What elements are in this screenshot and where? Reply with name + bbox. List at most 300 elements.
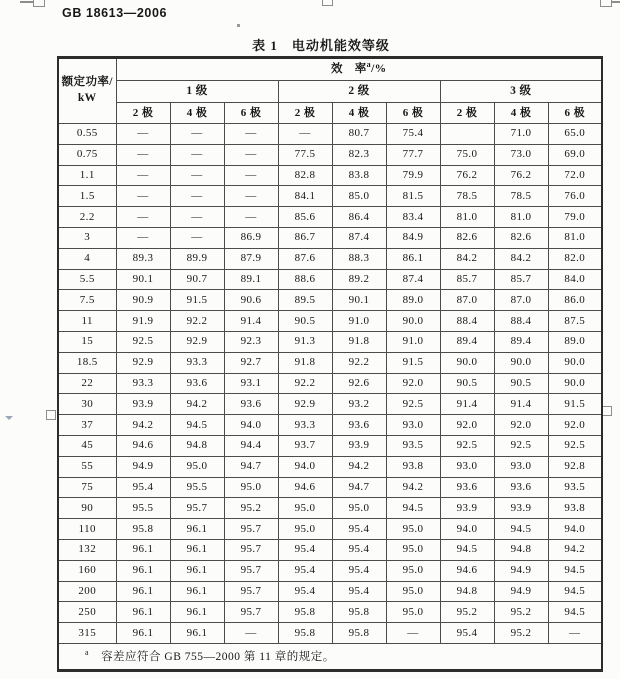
efficiency-cell: 89.4 xyxy=(494,331,548,352)
efficiency-cell: — xyxy=(224,124,278,145)
efficiency-cell: 94.6 xyxy=(278,477,332,498)
efficiency-cell: 92.0 xyxy=(494,415,548,436)
efficiency-cell: 92.3 xyxy=(224,331,278,352)
efficiency-cell: 93.3 xyxy=(116,373,170,394)
efficiency-cell: 95.0 xyxy=(224,477,278,498)
efficiency-cell: 86.7 xyxy=(278,227,332,248)
efficiency-cell: 94.7 xyxy=(332,477,386,498)
table-row xyxy=(58,477,602,498)
efficiency-cell: 93.0 xyxy=(494,456,548,477)
power-cell: 132 xyxy=(58,539,116,560)
table-row xyxy=(58,248,602,269)
efficiency-cell: 90.6 xyxy=(224,290,278,311)
efficiency-cell: 95.7 xyxy=(224,519,278,540)
efficiency-cell: 94.2 xyxy=(386,477,440,498)
efficiency-cell: 95.8 xyxy=(278,602,332,623)
efficiency-cell: 84.2 xyxy=(440,248,494,269)
efficiency-cell: 93.7 xyxy=(278,435,332,456)
efficiency-cell: 95.4 xyxy=(332,539,386,560)
efficiency-cell: 69.0 xyxy=(548,144,602,165)
efficiency-cell: 88.4 xyxy=(494,311,548,332)
efficiency-cell: — xyxy=(224,144,278,165)
table-header-row-poles xyxy=(58,103,602,124)
efficiency-cell: 91.3 xyxy=(278,331,332,352)
efficiency-cell: 77.7 xyxy=(386,144,440,165)
efficiency-cell: 87.6 xyxy=(278,248,332,269)
efficiency-cell: 95.7 xyxy=(224,539,278,560)
registration-mark-topright-line xyxy=(611,1,620,3)
efficiency-cell: 75.4 xyxy=(386,124,440,145)
efficiency-cell: — xyxy=(116,165,170,186)
efficiency-cell: 95.0 xyxy=(386,519,440,540)
efficiency-cell: 93.0 xyxy=(386,415,440,436)
efficiency-cell: 87.4 xyxy=(386,269,440,290)
efficiency-cell: — xyxy=(116,124,170,145)
efficiency-cell: 95.0 xyxy=(386,539,440,560)
efficiency-cell: 94.0 xyxy=(224,415,278,436)
efficiency-cell: 88.4 xyxy=(440,311,494,332)
power-cell: 0.75 xyxy=(58,144,116,165)
efficiency-cell: 72.0 xyxy=(548,165,602,186)
grade-3-header: 3 级 xyxy=(440,81,602,103)
efficiency-cell: — xyxy=(116,207,170,228)
efficiency-cell: 91.5 xyxy=(170,290,224,311)
table-header-row-grades xyxy=(58,81,602,103)
efficiency-cell: 85.7 xyxy=(494,269,548,290)
efficiency-cell: — xyxy=(548,623,602,644)
power-cell: 90 xyxy=(58,498,116,519)
efficiency-cell: 94.7 xyxy=(224,456,278,477)
efficiency-cell: 90.5 xyxy=(494,373,548,394)
power-cell: 15 xyxy=(58,331,116,352)
efficiency-cell: 95.0 xyxy=(386,560,440,581)
efficiency-cell: 95.7 xyxy=(224,560,278,581)
efficiency-cell: 95.0 xyxy=(332,498,386,519)
table-row xyxy=(58,602,602,623)
table-row xyxy=(58,435,602,456)
efficiency-cell: 76.2 xyxy=(440,165,494,186)
efficiency-cell: 93.1 xyxy=(224,373,278,394)
power-cell: 3 xyxy=(58,227,116,248)
table-row xyxy=(58,311,602,332)
efficiency-cell: 81.0 xyxy=(440,207,494,228)
efficiency-cell: 89.2 xyxy=(332,269,386,290)
table-row xyxy=(58,394,602,415)
efficiency-cell: 93.3 xyxy=(170,352,224,373)
efficiency-cell: 93.9 xyxy=(494,498,548,519)
table-row xyxy=(58,623,602,644)
efficiency-cell: 95.0 xyxy=(386,602,440,623)
efficiency-cell: 93.0 xyxy=(440,456,494,477)
efficiency-cell: 81.5 xyxy=(386,186,440,207)
efficiency-cell: 95.0 xyxy=(278,519,332,540)
power-cell: 55 xyxy=(58,456,116,477)
efficiency-cell: — xyxy=(170,207,224,228)
efficiency-cell: 91.0 xyxy=(386,331,440,352)
efficiency-cell: 96.1 xyxy=(170,623,224,644)
efficiency-cell: 77.5 xyxy=(278,144,332,165)
power-cell: 5.5 xyxy=(58,269,116,290)
efficiency-cell: 96.1 xyxy=(170,560,224,581)
efficiency-cell: 89.5 xyxy=(278,290,332,311)
efficiency-cell: 81.0 xyxy=(494,207,548,228)
power-cell: 200 xyxy=(58,581,116,602)
efficiency-cell: — xyxy=(116,186,170,207)
efficiency-cell: 90.0 xyxy=(386,311,440,332)
efficiency-cell: 95.4 xyxy=(440,623,494,644)
efficiency-cell: 90.0 xyxy=(548,352,602,373)
pole-header: 2 极 xyxy=(116,103,170,124)
pole-header: 2 极 xyxy=(278,103,332,124)
efficiency-cell: 94.5 xyxy=(494,519,548,540)
efficiency-cell: 95.4 xyxy=(332,581,386,602)
efficiency-cell: 89.9 xyxy=(170,248,224,269)
efficiency-cell: 92.9 xyxy=(116,352,170,373)
efficiency-cell: 92.9 xyxy=(278,394,332,415)
efficiency-cell: 92.2 xyxy=(278,373,332,394)
efficiency-cell: 94.4 xyxy=(224,435,278,456)
efficiency-cell: 73.0 xyxy=(494,144,548,165)
efficiency-cell: 85.0 xyxy=(332,186,386,207)
footnote-superscript: a xyxy=(85,648,90,658)
efficiency-cell: 96.1 xyxy=(170,602,224,623)
efficiency-cell: 92.5 xyxy=(386,394,440,415)
efficiency-header-superscript: a xyxy=(366,59,372,69)
efficiency-cell: 95.8 xyxy=(332,602,386,623)
efficiency-cell: 87.4 xyxy=(332,227,386,248)
table-row xyxy=(58,269,602,290)
power-cell: 37 xyxy=(58,415,116,436)
power-cell: 250 xyxy=(58,602,116,623)
efficiency-cell: 91.4 xyxy=(224,311,278,332)
table-row xyxy=(58,519,602,540)
efficiency-cell: 82.8 xyxy=(278,165,332,186)
efficiency-cell: 94.2 xyxy=(170,394,224,415)
registration-mark-topcenter xyxy=(322,0,333,6)
efficiency-cell: 92.0 xyxy=(548,415,602,436)
efficiency-cell: 93.9 xyxy=(440,498,494,519)
pole-header: 4 极 xyxy=(494,103,548,124)
efficiency-cell: 91.5 xyxy=(386,352,440,373)
efficiency-cell: 71.0 xyxy=(494,124,548,145)
efficiency-cell: 90.7 xyxy=(170,269,224,290)
efficiency-cell: 94.5 xyxy=(440,539,494,560)
efficiency-cell: 86.0 xyxy=(548,290,602,311)
table-row xyxy=(58,207,602,228)
table-row xyxy=(58,498,602,519)
efficiency-cell: 96.1 xyxy=(116,581,170,602)
efficiency-cell: 89.1 xyxy=(224,269,278,290)
efficiency-cell: 95.2 xyxy=(494,623,548,644)
efficiency-cell: 91.8 xyxy=(332,331,386,352)
efficiency-cell: 92.7 xyxy=(224,352,278,373)
efficiency-cell: 94.0 xyxy=(278,456,332,477)
efficiency-cell: 82.6 xyxy=(440,227,494,248)
efficiency-cell: 95.8 xyxy=(278,623,332,644)
efficiency-cell: 95.4 xyxy=(332,519,386,540)
efficiency-cell: 94.5 xyxy=(548,602,602,623)
efficiency-cell: 81.0 xyxy=(548,227,602,248)
efficiency-cell: 96.1 xyxy=(116,539,170,560)
efficiency-cell: 84.9 xyxy=(386,227,440,248)
efficiency-cell: 89.3 xyxy=(116,248,170,269)
efficiency-cell: 90.1 xyxy=(116,269,170,290)
efficiency-cell: 95.0 xyxy=(386,581,440,602)
registration-mark-topleft xyxy=(33,0,45,7)
efficiency-cell: 94.2 xyxy=(332,456,386,477)
efficiency-cell: 92.0 xyxy=(440,415,494,436)
efficiency-cell: 94.5 xyxy=(170,415,224,436)
table-row xyxy=(58,539,602,560)
efficiency-cell: — xyxy=(386,623,440,644)
efficiency-cell: 93.5 xyxy=(548,477,602,498)
footnote-cell xyxy=(58,643,602,670)
efficiency-cell: 88.6 xyxy=(278,269,332,290)
power-cell: 18.5 xyxy=(58,352,116,373)
efficiency-cell: 94.8 xyxy=(440,581,494,602)
efficiency-cell: 94.9 xyxy=(494,581,548,602)
efficiency-cell: 93.6 xyxy=(440,477,494,498)
table-row xyxy=(58,456,602,477)
efficiency-cell: 93.8 xyxy=(386,456,440,477)
efficiency-cell: 93.9 xyxy=(332,435,386,456)
efficiency-table xyxy=(57,56,603,672)
table-row xyxy=(58,290,602,311)
efficiency-header-unit: /% xyxy=(371,62,387,75)
power-cell: 1.1 xyxy=(58,165,116,186)
efficiency-cell: 95.4 xyxy=(278,539,332,560)
efficiency-cell: 96.1 xyxy=(170,581,224,602)
efficiency-cell: 95.4 xyxy=(278,581,332,602)
efficiency-cell: 96.1 xyxy=(170,519,224,540)
efficiency-cell: 96.1 xyxy=(116,560,170,581)
efficiency-cell: 96.1 xyxy=(116,602,170,623)
efficiency-cell: 86.9 xyxy=(224,227,278,248)
efficiency-cell: 82.6 xyxy=(494,227,548,248)
efficiency-cell: 95.8 xyxy=(116,519,170,540)
efficiency-cell: — xyxy=(170,165,224,186)
efficiency-cell: 84.2 xyxy=(494,248,548,269)
efficiency-cell: — xyxy=(116,144,170,165)
registration-mark-rightmid xyxy=(602,406,612,416)
efficiency-cell: — xyxy=(224,186,278,207)
efficiency-cell: 78.5 xyxy=(440,186,494,207)
pole-header: 6 极 xyxy=(386,103,440,124)
table-row xyxy=(58,331,602,352)
efficiency-cell: 94.5 xyxy=(548,581,602,602)
power-column-header xyxy=(58,58,116,124)
power-cell: 75 xyxy=(58,477,116,498)
table-title: 表 1 电动机能效等级 xyxy=(252,38,390,53)
power-cell: 2.2 xyxy=(58,207,116,228)
efficiency-cell: 90.5 xyxy=(440,373,494,394)
efficiency-cell: 95.4 xyxy=(332,560,386,581)
efficiency-cell: 95.7 xyxy=(170,498,224,519)
power-cell: 7.5 xyxy=(58,290,116,311)
power-header-line1: 额定功率/ xyxy=(61,76,113,89)
efficiency-cell: 89.4 xyxy=(440,331,494,352)
efficiency-cell: 95.2 xyxy=(440,602,494,623)
efficiency-cell: — xyxy=(170,124,224,145)
power-cell: 22 xyxy=(58,373,116,394)
table-row xyxy=(58,373,602,394)
efficiency-cell: 80.7 xyxy=(332,124,386,145)
footnote-text: 容差应符合 GB 755—2000 第 11 章的规定。 xyxy=(101,651,335,664)
efficiency-cell: 92.5 xyxy=(440,435,494,456)
efficiency-cell: 84.0 xyxy=(548,269,602,290)
power-cell: 315 xyxy=(58,623,116,644)
power-cell: 110 xyxy=(58,519,116,540)
efficiency-cell: 94.6 xyxy=(440,560,494,581)
table-row xyxy=(58,165,602,186)
efficiency-cell: — xyxy=(170,144,224,165)
efficiency-cell: — xyxy=(116,227,170,248)
standard-number: GB 18613—2006 xyxy=(62,6,168,20)
efficiency-cell: 85.7 xyxy=(440,269,494,290)
registration-dot xyxy=(237,24,240,27)
efficiency-cell: 92.8 xyxy=(548,456,602,477)
power-cell: 11 xyxy=(58,311,116,332)
efficiency-cell: 95.5 xyxy=(170,477,224,498)
table-row xyxy=(58,581,602,602)
efficiency-cell: 95.4 xyxy=(116,477,170,498)
pole-header: 4 极 xyxy=(170,103,224,124)
efficiency-cell: 91.0 xyxy=(332,311,386,332)
table-row xyxy=(58,227,602,248)
efficiency-cell: 92.6 xyxy=(332,373,386,394)
table-row xyxy=(58,560,602,581)
registration-mark-leftmid xyxy=(46,410,56,420)
power-cell: 45 xyxy=(58,435,116,456)
power-cell: 30 xyxy=(58,394,116,415)
table-row xyxy=(58,186,602,207)
efficiency-cell: 92.5 xyxy=(548,435,602,456)
registration-mark-topleft-line xyxy=(20,1,34,3)
efficiency-cell: 78.5 xyxy=(494,186,548,207)
efficiency-cell: 95.8 xyxy=(332,623,386,644)
pole-header: 2 极 xyxy=(440,103,494,124)
efficiency-cell: 91.9 xyxy=(116,311,170,332)
efficiency-cell: — xyxy=(170,227,224,248)
efficiency-cell: 93.6 xyxy=(494,477,548,498)
table-header-row-efficiency xyxy=(58,58,602,81)
table-row xyxy=(58,144,602,165)
efficiency-cell: 79.9 xyxy=(386,165,440,186)
efficiency-cell: 91.4 xyxy=(494,394,548,415)
efficiency-cell: 93.3 xyxy=(278,415,332,436)
efficiency-cell: 93.2 xyxy=(332,394,386,415)
efficiency-cell: — xyxy=(170,186,224,207)
efficiency-cell: 95.7 xyxy=(224,581,278,602)
efficiency-cell: 90.0 xyxy=(440,352,494,373)
power-cell: 0.55 xyxy=(58,124,116,145)
efficiency-cell: 87.5 xyxy=(548,311,602,332)
efficiency-cell: 94.2 xyxy=(548,539,602,560)
efficiency-cell: 95.4 xyxy=(278,560,332,581)
efficiency-cell: 86.1 xyxy=(386,248,440,269)
efficiency-cell: 65.0 xyxy=(548,124,602,145)
efficiency-cell: 76.2 xyxy=(494,165,548,186)
power-cell: 160 xyxy=(58,560,116,581)
efficiency-cell: 90.1 xyxy=(332,290,386,311)
efficiency-cell: 94.8 xyxy=(170,435,224,456)
efficiency-cell: 95.0 xyxy=(278,498,332,519)
efficiency-cell: — xyxy=(224,623,278,644)
efficiency-cell: 92.5 xyxy=(494,435,548,456)
power-cell: 4 xyxy=(58,248,116,269)
efficiency-cell: 91.5 xyxy=(548,394,602,415)
efficiency-cell: — xyxy=(224,165,278,186)
efficiency-cell: 83.4 xyxy=(386,207,440,228)
efficiency-cell: 95.2 xyxy=(494,602,548,623)
efficiency-cell: 94.8 xyxy=(494,539,548,560)
efficiency-cell: 91.8 xyxy=(278,352,332,373)
efficiency-cell: 94.5 xyxy=(386,498,440,519)
efficiency-cell: — xyxy=(224,207,278,228)
efficiency-cell: 76.0 xyxy=(548,186,602,207)
pole-header: 6 极 xyxy=(548,103,602,124)
efficiency-cell: 93.9 xyxy=(116,394,170,415)
efficiency-cell: 92.2 xyxy=(170,311,224,332)
efficiency-cell: — xyxy=(278,124,332,145)
efficiency-cell: 82.3 xyxy=(332,144,386,165)
power-header-line2: kW xyxy=(77,92,97,104)
table-row xyxy=(58,415,602,436)
efficiency-cell: 90.0 xyxy=(494,352,548,373)
efficiency-cell: 92.9 xyxy=(170,331,224,352)
grade-1-header: 1 级 xyxy=(116,81,278,103)
efficiency-cell: 94.6 xyxy=(116,435,170,456)
efficiency-cell: 92.5 xyxy=(116,331,170,352)
efficiency-cell: 94.9 xyxy=(116,456,170,477)
efficiency-cell: 87.0 xyxy=(440,290,494,311)
efficiency-cell: 94.0 xyxy=(548,519,602,540)
efficiency-cell: 89.0 xyxy=(386,290,440,311)
efficiency-cell: 94.0 xyxy=(440,519,494,540)
efficiency-header xyxy=(116,58,602,81)
efficiency-cell xyxy=(440,124,494,145)
efficiency-cell: 88.3 xyxy=(332,248,386,269)
efficiency-cell: 93.5 xyxy=(386,435,440,456)
efficiency-cell: 94.2 xyxy=(116,415,170,436)
efficiency-cell: 90.5 xyxy=(278,311,332,332)
table-body xyxy=(58,124,602,644)
efficiency-cell: 85.6 xyxy=(278,207,332,228)
efficiency-cell: 92.2 xyxy=(332,352,386,373)
efficiency-cell: 95.0 xyxy=(170,456,224,477)
efficiency-cell: 83.8 xyxy=(332,165,386,186)
efficiency-cell: 95.2 xyxy=(224,498,278,519)
footnote-row xyxy=(58,643,602,670)
efficiency-cell: 90.9 xyxy=(116,290,170,311)
efficiency-cell: 94.5 xyxy=(548,560,602,581)
efficiency-cell: 95.7 xyxy=(224,602,278,623)
efficiency-cell: 89.0 xyxy=(548,331,602,352)
pole-header: 6 极 xyxy=(224,103,278,124)
efficiency-cell: 90.0 xyxy=(548,373,602,394)
efficiency-cell: 91.4 xyxy=(440,394,494,415)
efficiency-cell: 95.5 xyxy=(116,498,170,519)
efficiency-cell: 79.0 xyxy=(548,207,602,228)
power-cell: 1.5 xyxy=(58,186,116,207)
efficiency-cell: 87.0 xyxy=(494,290,548,311)
efficiency-cell: 86.4 xyxy=(332,207,386,228)
efficiency-cell: 84.1 xyxy=(278,186,332,207)
efficiency-cell: 82.0 xyxy=(548,248,602,269)
efficiency-cell: 96.1 xyxy=(170,539,224,560)
efficiency-cell: 92.0 xyxy=(386,373,440,394)
efficiency-cell: 96.1 xyxy=(116,623,170,644)
